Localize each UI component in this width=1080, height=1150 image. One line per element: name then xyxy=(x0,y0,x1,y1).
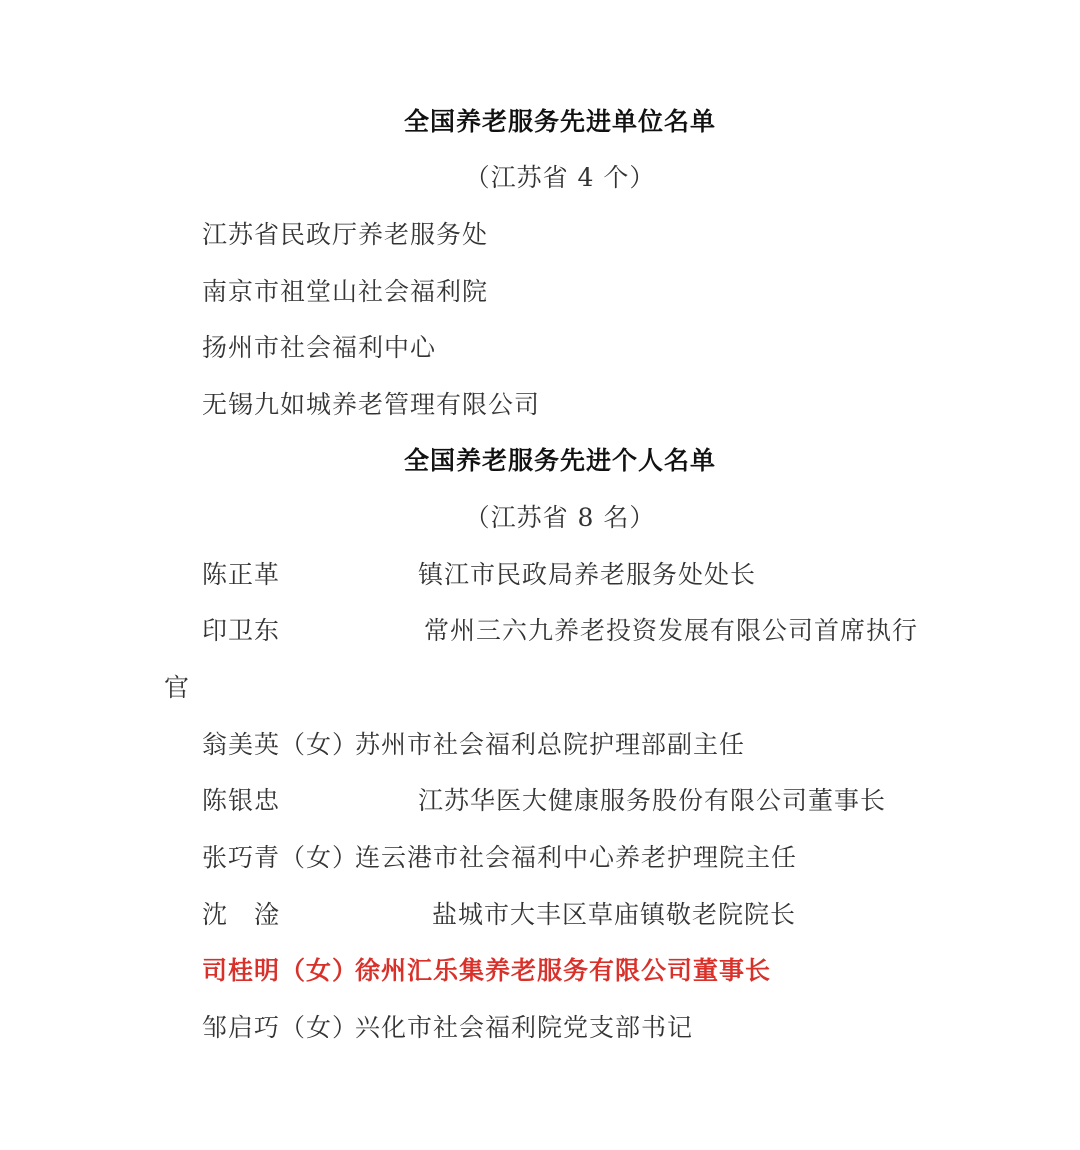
unit-item: 扬州市社会福利中心 xyxy=(202,333,437,362)
person-name: 张巧青（女） xyxy=(202,843,359,872)
person-name: 陈银忠 xyxy=(202,786,281,815)
person-role: 盐城市大丰区草庙镇敬老院院长 xyxy=(432,900,797,929)
individuals-list-title: 全国养老服务先进个人名单 xyxy=(403,446,716,475)
unit-item: 南京市祖堂山社会福利院 xyxy=(202,277,489,306)
person-name: 翁美英（女） xyxy=(202,730,359,759)
person-role: 连云港市社会福利中心养老护理院主任 xyxy=(355,843,798,872)
person-name: 司桂明（女） xyxy=(202,956,359,985)
individuals-list-subtitle: （江苏省 8 名） xyxy=(464,503,656,532)
person-role: 苏州市社会福利总院护理部副主任 xyxy=(355,730,746,759)
unit-item: 无锡九如城养老管理有限公司 xyxy=(202,390,541,419)
person-role: 常州三六九养老投资发展有限公司首席执行 xyxy=(424,616,919,645)
person-role: 江苏华医大健康服务股份有限公司董事长 xyxy=(418,786,887,815)
units-list-subtitle: （江苏省 4 个） xyxy=(464,163,656,192)
person-role-continuation: 官 xyxy=(164,673,191,702)
unit-item: 江苏省民政厅养老服务处 xyxy=(202,220,489,249)
person-name: 沈 淦 xyxy=(202,900,281,929)
person-role: 镇江市民政局养老服务处处长 xyxy=(418,560,757,589)
person-role: 徐州汇乐集养老服务有限公司董事长 xyxy=(355,956,772,985)
person-name: 邹启巧（女） xyxy=(202,1013,359,1042)
person-name: 印卫东 xyxy=(202,616,281,645)
person-name: 陈正革 xyxy=(202,560,281,589)
person-role: 兴化市社会福利院党支部书记 xyxy=(355,1013,694,1042)
units-list-title: 全国养老服务先进单位名单 xyxy=(403,107,716,136)
